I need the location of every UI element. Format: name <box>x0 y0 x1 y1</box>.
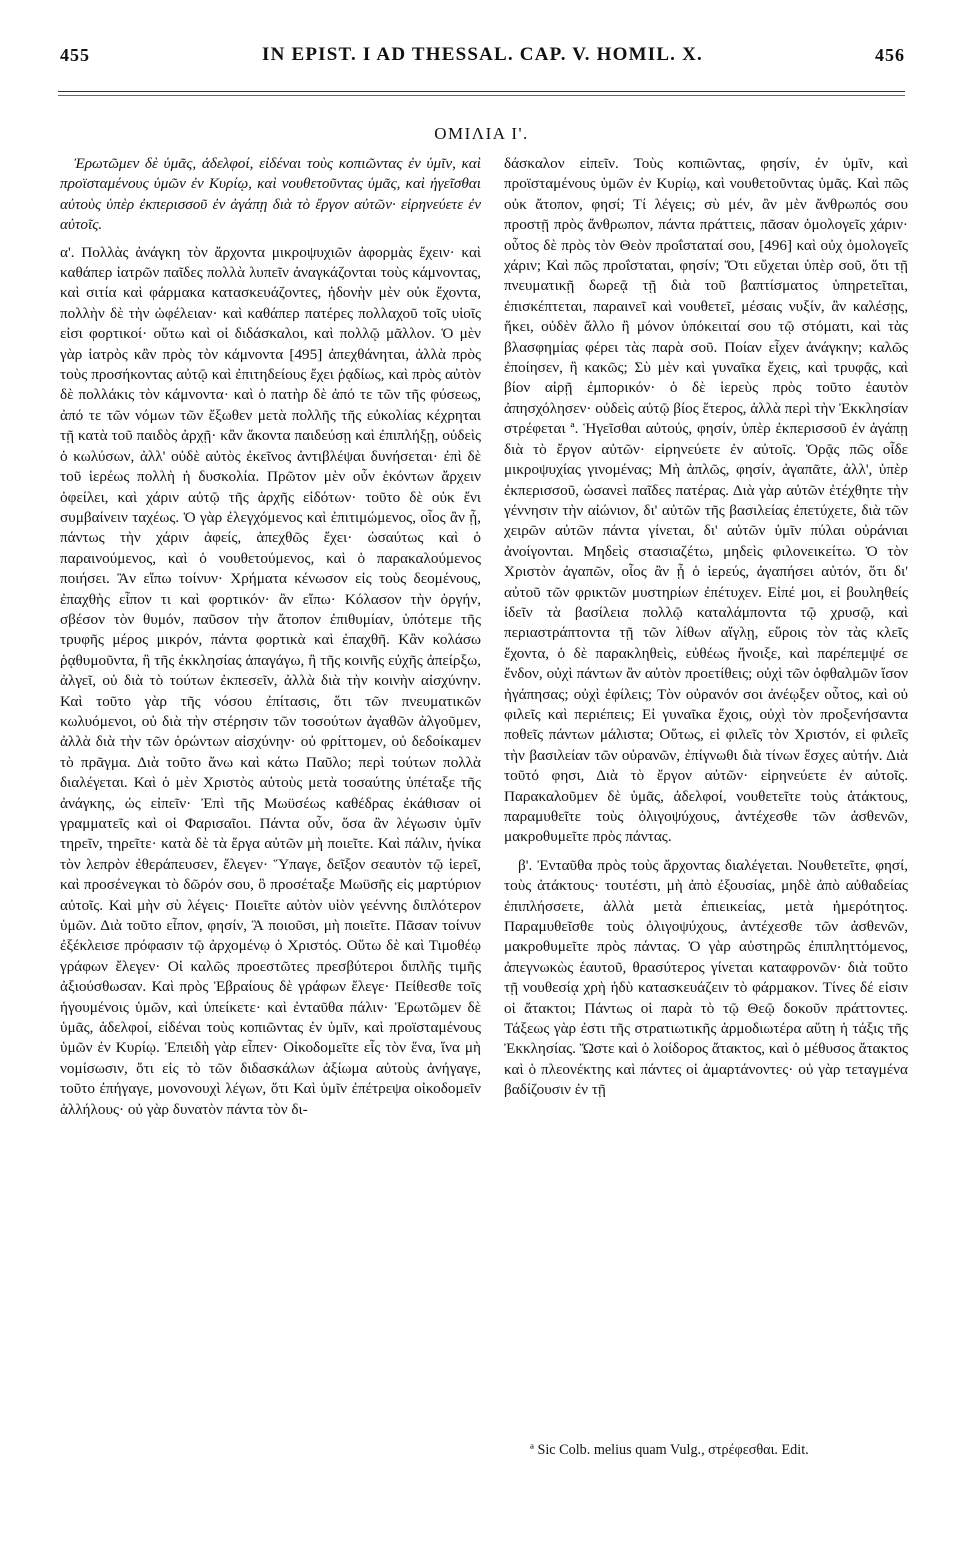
running-title: IN EPIST. I AD THESSAL. CAP. V. HOMIL. X. <box>262 44 703 65</box>
homily-title: ΟΜΙΛΙΑ Ι'. <box>434 124 529 143</box>
right-column <box>504 154 908 1314</box>
header-rule-thin <box>58 95 905 96</box>
footnote: ª Sic Colb. melius quam Vulg., στρέφεσθαι. Edit. <box>530 1442 809 1458</box>
page-number-right: 456 <box>875 44 905 65</box>
paragraph-beta: β'. Ἐνταῦθα πρὸς τοὺς ἄρχοντας διαλέγεται. Νουθετεῖτε, φησί, τοὺς ἀτάκτους· τουτέστι, μὴ ἀπὸ ἐξουσίας, μηδὲ ἀπὸ αὐθαδείας ἐπιπλήσσετε, ἀλλὰ μετὰ ἐπιεικείας, μετὰ ἡμερότητος. Παραμυθεῖσθε τοὺς ὀλιγοψύχους, ἀντέχεσθε τῶν ἀσθενῶν, μακροθυμεῖτε πρὸς πάντας. Ὁ γὰρ αὐστηρῶς ἐπιπληττόμενος, ἀπεγνωκὼς ἑαυτοῦ, θρασύτερος γίνεται καταφρονῶν· διὰ τοῦτο τῇ νουθεσίᾳ χρὴ ἡδὺ κατασκευάζειν τὸ φάρμακον. Τίνες δέ εἰσιν οἱ ἄτακτοι; Πάντως οἱ παρὰ τὸ τῷ Θεῷ δοκοῦν πράττοντες. Τάξεως γὰρ ἐστι τῆς στρατιωτικῆς ἁρμοδιωτέρα αὕτη ἡ τάξις τῆς Ἐκκλησίας. Ὥστε καὶ ὁ λοίδορος ἄτακτος, καὶ ὁ μέθυσος ἄτακτος καὶ ὁ πλεονέκτης καὶ πάντες οἱ ἁμαρτάνοντες· οὐ γὰρ τεταγμένα βαδίζουσιν ἐν τῇ <box>504 856 908 1099</box>
page-number-left: 455 <box>60 44 90 65</box>
paragraph-continuation: δάσκαλον εἰπεῖν. Τοὺς κοπιῶντας, φησίν, ἐν ὑμῖν, καὶ προϊσταμένους ὑμῶν ἐν Κυρίῳ, καὶ νουθετοῦντας ὑμᾶς. Καὶ πῶς οὐκ ἄτοπον, φησί; Τί λέγεις; σὺ μέν, ἂν μὲν ἄνθρωπός σου προστῇ πρὸς ἄνθρωπον, πάντα πράττεις, πᾶσαν ὁμολογεῖς χάριν· οὗτος δὲ πρὸς τὸν Θεὸν προΐσταταί σου, [496] καὶ οὐχ ὁμολογεῖς χάριν; Καὶ πῶς προΐσταται, φησίν; Ὅτι εὔχεται ὑπὲρ σοῦ, ὅτι τῇ πνευματικῇ δωρεᾷ τῇ διὰ τοῦ βαπτίσματος ὑπηρετεῖται, ἐπισκέπτεται, παραινεῖ καὶ νουθετεῖ, μέσαις νυξίν, ἂν καλέσῃς, ἥκει, οὐδὲν ἄλλο ἢ μόνον ὑπόκειταί σου τῷ στόματι, καὶ τὰς βλασφημίας φέρει τὰς παρὰ σοῦ. Ποίαν εἶχεν ἀνάγκην; καλῶς ἐποίησεν, ἢ κακῶς; Σὺ μὲν καὶ γυναῖκα ἔχεις, καὶ τρυφᾷς, καὶ βίον αἱρῇ ἐμπορικόν· ὁ δὲ ἱερεὺς πρὸς τοῦτο ἑαυτὸν ἀπησχόλησεν· οὐδεὶς αὐτῷ βίος ἕτερος, ἀλλὰ περὶ τὴν Ἐκκλησίαν στρέφεται ª. Ἡγεῖσθαι αὐτούς, φησίν, ὑπὲρ ἐκπερισσοῦ ἐν ἀγάπῃ διὰ τὸ ἔργον αὐτῶν· εἰρηνεύετε ἐν αὐτοῖς. Ὁρᾷς πῶς οἶδε μικροψυχίας γινομένας; Μὴ ἁπλῶς, φησίν, ἀγαπᾶτε, ἀλλ', ὑπὲρ ἐκπερισσοῦ, ὡσανεὶ παῖδες πατέρας. Διὰ γὰρ αὐτῶν ἐτέχθητε τὴν γέννησιν τὴν αἰώνιον, δι' αὐτῶν τῆς βασιλείας ἐπετύχετε, διὰ τῶν χειρῶν αὐτῶν πάντα γίνεται, δι' αὐτῶν ὑμῖν πύλαι οὐράνιαι ἀνοίγονται. Μηδεὶς στασιαζέτω, μηδεὶς φιλονεικείτω. Ὁ τὸν Χριστὸν ἀγαπῶν, οἷος ἂν ᾖ ὁ ἱερεύς, ἀγαπήσει αὐτόν, ὅτι δι' αὐτοῦ τῶν φρικτῶν μυστηρίων ἐπέτυχεν. Εἰπέ μοι, εἰ βουληθείς ἰδεῖν τὰ βασίλεια πολλῷ καταλάμποντα τῷ χρυσῷ, καὶ περιαστράπτοντα τῇ τῶν λίθων αἴγλῃ, εὕροις τὸν τὰς κλεῖς ἔχοντα, ὁ δὲ παρακληθεὶς, εὐθέως ἤνοιξε, καὶ παρέπεμψέ σε ἔνδον, οὐχὶ πάντων ἂν αὐτὸν προετίθεις; οὐχὶ τῶν ὀφθαλμῶν ἴσον ἠγάπησας; οὐχὶ ἐφίλεις; Τὸν οὐρανόν σοι ἀνέῳξεν οὗτος, καὶ οὐ φιλεῖς καὶ περιέπεις; Εἰ γυναῖκα ἔχοις, οὐχὶ τὸν προξενήσαντα ποθεῖς πάντων μάλιστα; Οὕτως, εἰ φιλεῖς τὸν Χριστόν, εἰ φιλεῖς τὴν βασιλείαν τῶν οὐρανῶν, ἐπίγνωθι διὰ τίνων ἔσχες αὐτήν. Διὰ τοῦτό φησι, Διὰ τὸ ἔργον αὐτῶν· εἰρηνεύετε ἐν αὐτοῖς. Παρακαλοῦμεν δὲ ὑμᾶς, ἀδελφοί, νουθετεῖτε τοὺς ἀτάκτους, παραμυθεῖτε τοὺς ὀλιγοψύχους, ἀντέχεσθε τῶν ἀσθενῶν, μακροθυμεῖτε πρὸς πάντας. <box>504 155 908 846</box>
scripture-incipit: Ἐρωτῶμεν δὲ ὑμᾶς, ἀδελφοί, εἰδέναι τοὺς κοπιῶντας ἐν ὑμῖν, καὶ προϊσταμένους ὑμῶν ἐν Κυρίῳ, καὶ νουθετοῦντας ὑμᾶς, καὶ ἡγεῖσθαι αὐτοὺς ὑπὲρ ἐκπερισσοῦ ἐν ἀγάπῃ διὰ τὸ ἔργον αὐτῶν· εἰρηνεύετε ἐν αὐτοῖς. <box>60 155 481 234</box>
left-column <box>60 154 481 1459</box>
running-header <box>60 40 905 70</box>
paragraph-alpha: α'. Πολλὰς ἀνάγκη τὸν ἄρχοντα μικροψυχιῶν ἀφορμὰς ἔχειν· καὶ καθάπερ ἰατρῶν παῖδες πολλὰ λυπεῖν ἀναγκάζονται τοὺς κάμνοντας, καὶ σιτία καὶ φάρμακα κατασκευάζοντες, ἡδονὴν μὲν οὐκ ἔχοντα, πολλὴν δὲ τὴν ὠφέλειαν· καὶ καθάπερ πατέρες πολλαχοῦ τοῖς υἱοῖς εἰσι φορτικοί· οὕτω καὶ οἱ διδάσκαλοι, καὶ πολλῷ μᾶλλον. Ὁ μὲν γὰρ ἰατρὸς κἂν πρὸς τὸν κάμνοντα [495] ἀπεχθάνηται, ἀλλὰ πρὸς τοὺς προσήκοντας αὐτῷ καὶ ἐπιτηδείους ἔχει ῥᾳδίως, καὶ πρὸς αὐτὸν δὲ πολλάκις τὸν κάμνοντα· καὶ ὁ πατὴρ δὲ ἀπό τε τῶν τῆς φύσεως, ἀπό τε τῶν νόμων τῶν ἔξωθεν μετὰ πολλῆς τῆς εὐκολίας κέχρηται τῇ κατὰ τοῦ παιδὸς ἀρχῇ· κἂν ἄκοντα παιδεύσῃ καὶ ἐπιπλήξῃ, οὐδεὶς ὁ κωλύσων, ἀλλ' οὐδὲ αὐτὸς ἐκεῖνος ἀντιβλέψαι δυνήσεται· ἐπὶ δὲ τοῦ ἱερέως πολλὴ ἡ δυσκολία. Πρῶτον μὲν οὖν ἑκόντων ἄρχειν ὀφείλει, καὶ χάριν αὐτῷ τῆς ἀρχῆς εἰδότων· τοῦτο δὲ οὐκ ἔνι συμβαίνειν ταχέως. Ὁ γὰρ ἐλεγχόμενος καὶ ἐπιτιμώμενος, οἷος ἂν ᾖ, πάντως τὴν χάριν ἀφείς, ἀπεχθῶς ἔχει· ὡσαύτως καὶ ὁ παραινούμενος, καὶ ὁ νουθετούμενος, καὶ ὁ παρακαλούμενος ποιήσει. Ἂν εἴπω τοίνυν· Χρήματα κένωσον εἰς τοὺς δεομένους, ἐπαχθὴς εἶπον τι καὶ φορτικόν· ἂν εἴπω· Κόλασον τὴν ὀργήν, σβέσον τὸν θυμόν, παῦσον τὴν ἄτοπον ἐπιθυμίαν, ὑπότεμε τῆς τρυφῆς μέρος μικρόν, πάντα φορτικὰ καὶ ἐπαχθῆ. Κἂν κολάσω ῥᾳθυμοῦντα, ἢ τῆς ἐκκλησίας ἀπαγάγω, ἢ τῆς κοινῆς εὐχῆς ἀπείρξω, ἀλγεῖ, οὐ διὰ τὸ τούτων ἐκπεσεῖν, ἀλλὰ διὰ τὴν κοινὴν αἰσχύνην. Καὶ τοῦτο γὰρ τῆς νόσου ἐπίτασις, ὅτι τῶν πνευματικῶν κωλυόμενοι, οὐ διὰ τὴν στέρησιν τῶν τοσούτων ἀγαθῶν ἀλγοῦμεν, ἀλλὰ διὰ τὴν τῶν ὁρώντων αἰσχύνην· οὐ φρίττομεν, οὐ δεδοίκαμεν τὸ πρᾶγμα. Διὰ τοῦτο ἄνω καὶ κάτω Παῦλο; περὶ τούτων πολλὰ διαλέγεται. Καὶ ὁ μὲν Χριστὸς αὐτοὺς μετὰ τοσαύτης ὑπέταξε τῆς ἀνάγκης, ὡς εἰπεῖν· Ἐπὶ τῆς Μωϋσέως καθέδρας ἐκάθισαν οἱ γραμματεῖς καὶ οἱ Φαρισαῖοι. Πάντα οὖν, ὅσα ἂν λέγωσιν ὑμῖν τηρεῖν, τηρεῖτε· κατὰ δὲ τὰ ἔργα αὐτῶν μὴ ποιεῖτε. Καὶ πάλιν, ἡνίκα τὸν λεπρὸν ἐθεράπευσεν, ἔλεγεν· Ὕπαγε, δεῖξον σεαυτὸν τῷ ἱερεῖ, καὶ προσένεγκαι τὸ δῶρόν σου, ὃ προσέταξε Μωϋσῆς εἰς μαρτύριον αὐτοῖς. Καὶ μὴν σὺ λέγεις· Ποιεῖτε αὐτὸν υἱὸν γεέννης διπλότερον ὑμῶν. Διὰ τοῦτο εἶπον, φησίν, Ἃ ποιοῦσι, μὴ ποιεῖτε. Πᾶσαν τοίνυν ἐξέκλεισε πρόφασιν τῷ ἀρχομένῳ ὁ Χριστός. Οὕτω δὲ καὶ Τιμοθέῳ γράφων ἔλεγεν· Οἱ καλῶς προεστῶτες πρεσβύτεροι διπλῆς τιμῆς ἀξιούσθωσαν. Καὶ πρὸς Ἑβραίους δὲ γράφων ἔλεγε· Πείθεσθε τοῖς ἡγουμένοις ὑμῶν, καὶ ὑπείκετε· καὶ ἐνταῦθα πάλιν· Ἐρωτῶμεν δὲ ὑμᾶς, ἀδελφοί, εἰδέναι τοὺς κοπιῶντας ἐν ὑμῖν, καὶ προϊσταμένους ὑμῶν ἐν Κυρίῳ. Ἐπειδὴ γὰρ εἶπεν· Οἰκοδομεῖτε εἷς τὸν ἕνα, ἵνα μὴ νομίσωσιν, ὅτι εἰς τὸ τῶν διδασκάλων ἀξίωμα αὐτοὺς ἀνήγαγε, τοῦτο ἐπήγαγε, μονονουχὶ λέγων, ὅτι Καὶ ὑμῖν ἐπέτρεψα οἰκοδομεῖν ἀλλήλους· οὐ γὰρ δυνατὸν πάντα τὸν δι- <box>60 243 481 1118</box>
header-rule <box>58 91 905 92</box>
